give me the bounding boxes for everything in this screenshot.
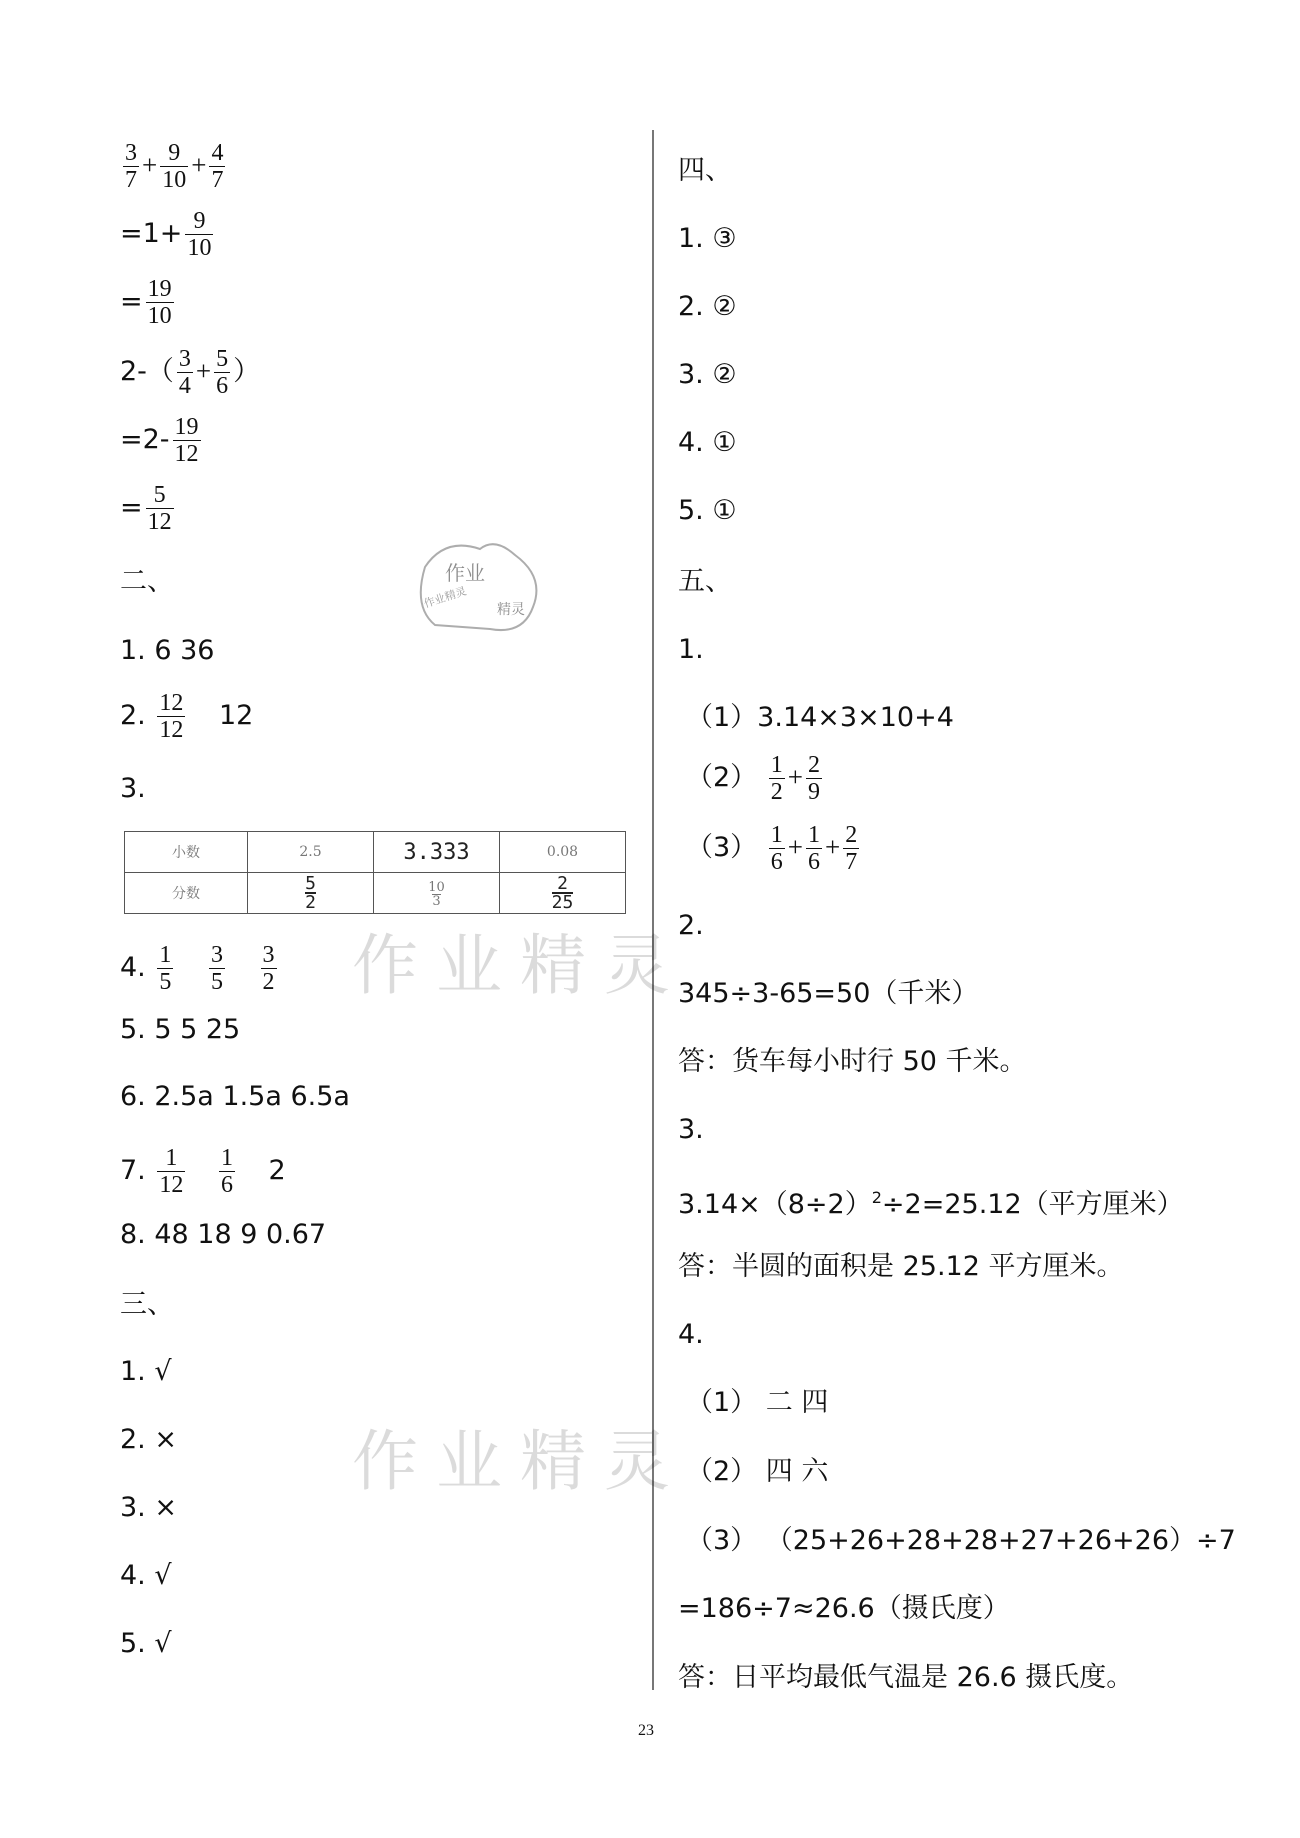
table-row <box>125 832 626 873</box>
fraction: $\frac{1}{6}$ <box>808 822 821 875</box>
s4-q1: 1. ③ <box>678 223 737 254</box>
s2-q4: 4. $\frac{1}{5}$ $\frac{3}{5}$ $\frac{3}{2}$ <box>120 942 275 995</box>
fraction: $\frac{3}{2}$ <box>262 942 275 995</box>
fraction: $\frac{3}{4}$ <box>178 346 191 399</box>
exponent: 2 <box>871 1188 882 1207</box>
fraction: $\frac{1}{5}$ <box>159 942 172 995</box>
s2-q6: 6. 2.5a 1.5a 6.5a <box>120 1081 350 1112</box>
s5-q4-part3: （3） （25+26+28+28+27+26+26）÷7 <box>686 1525 1236 1556</box>
fraction: $\frac{9}{10}$ <box>162 140 187 193</box>
stamp-subtitle: 精灵 <box>497 602 525 618</box>
s5-q1-part2: （2） $\frac{1}{2}$ + $\frac{2}{9}$ <box>686 752 821 805</box>
calc2-line1: 2-（ $\frac{3}{4}$ + $\frac{5}{6}$ ） <box>120 346 261 399</box>
s3-q3: 3. × <box>120 1492 177 1523</box>
s5-q4-answer: 答：日平均最低气温是 26.6 摄氏度。 <box>678 1662 1134 1693</box>
s5-q4-calc: =186÷7≈26.6（摄氏度） <box>678 1593 1010 1624</box>
cell-decimal-3: 0.08 <box>500 832 626 873</box>
fraction: $\frac{19}{10}$ <box>147 276 172 329</box>
row-label-fraction: 分数 <box>125 873 248 914</box>
watermark-stamp-logo <box>405 537 545 637</box>
fraction: $\frac{3}{5}$ <box>210 942 223 995</box>
s2-q5: 5. 5 5 25 <box>120 1014 241 1045</box>
fraction: $\frac{5}{12}$ <box>147 482 172 535</box>
handwritten-fraction: $\frac{2}{25}$ <box>551 873 574 913</box>
s5-q1-part1: （1）3.14×3×10+4 <box>686 702 954 733</box>
s2-q1: 1. 6 36 <box>120 635 215 666</box>
calc2-line2: =2- $\frac{19}{12}$ <box>120 414 199 467</box>
cell-decimal-2: 3.333 <box>374 832 500 873</box>
stamp-outline-icon <box>405 537 545 637</box>
fraction: $\frac{9}{10}$ <box>187 208 212 261</box>
conversion-table-grid <box>124 831 626 914</box>
calc1-line1: $\frac{3}{7}$ + $\frac{9}{10}$ + $\frac{4}{7}$ <box>125 140 224 193</box>
fraction: $\frac{1}{6}$ <box>220 1145 233 1198</box>
s4-q4: 4. ① <box>678 427 737 458</box>
s4-q2: 2. ② <box>678 291 737 322</box>
conversion-table <box>124 831 626 914</box>
s3-q2: 2. × <box>120 1424 177 1455</box>
table-row <box>125 873 626 914</box>
s5-q3: 3. <box>678 1114 704 1145</box>
handwritten-fraction: $\frac{5}{2}$ <box>305 873 316 913</box>
s2-q2: 2. $\frac{12}{12}$ 12 <box>120 690 254 743</box>
calc2-line3: = $\frac{5}{12}$ <box>120 482 172 535</box>
s4-q3: 3. ② <box>678 359 737 390</box>
fraction: $\frac{1}{12}$ <box>159 1145 184 1198</box>
printed-fraction: $\frac{10}{3}$ <box>428 879 445 909</box>
section-2-heading: 二、 <box>120 566 174 597</box>
calc1-line3: = $\frac{19}{10}$ <box>120 276 172 329</box>
fraction: $\frac{5}{6}$ <box>216 346 229 399</box>
page-number: 23 <box>638 1722 654 1739</box>
s5-q2-calc: 345÷3-65=50（千米） <box>678 978 979 1009</box>
fraction: $\frac{4}{7}$ <box>211 140 224 193</box>
stamp-caption: 作业精灵 <box>422 584 469 611</box>
cell-fraction-2 <box>374 873 500 914</box>
s2-q7: 7. $\frac{1}{12}$ $\frac{1}{6}$ 2 <box>120 1145 286 1198</box>
cell-fraction-3 <box>500 873 626 914</box>
s2-q3: 3. <box>120 773 146 804</box>
s5-q4-part1: （1） 二 四 <box>686 1387 829 1418</box>
s3-q5: 5. √ <box>120 1628 172 1659</box>
row-label-decimal: 小数 <box>125 832 248 873</box>
s5-q3-answer: 答：半圆的面积是 25.12 平方厘米。 <box>678 1251 1124 1282</box>
cell-decimal-1: 2.5 <box>248 832 374 873</box>
fraction: $\frac{19}{12}$ <box>174 414 199 467</box>
fraction: $\frac{2}{9}$ <box>808 752 821 805</box>
section-4-heading: 四、 <box>678 155 732 186</box>
s2-q8: 8. 48 18 9 0.67 <box>120 1219 327 1250</box>
s5-q4-part2: （2） 四 六 <box>686 1456 829 1487</box>
s5-q2-answer: 答：货车每小时行 50 千米。 <box>678 1046 1027 1077</box>
calc1-line2: =1+ $\frac{9}{10}$ <box>120 208 212 261</box>
watermark-text: 作业精灵 <box>352 1423 688 1500</box>
watermark-text: 作业精灵 <box>352 927 688 1004</box>
s4-q5: 5. ① <box>678 495 737 526</box>
s5-q1: 1. <box>678 634 704 665</box>
s3-q4: 4. √ <box>120 1560 172 1591</box>
s3-q1: 1. √ <box>120 1356 172 1387</box>
s5-q3-calc: $3.14\times(8\div 2)^2\div 2=25.12$（平方厘米） <box>678 1188 1184 1220</box>
cell-fraction-1 <box>248 873 374 914</box>
s5-q1-part3: （3） $\frac{1}{6}$ + $\frac{1}{6}$ + $\frac{2}{7}$ <box>686 822 858 875</box>
s5-q4: 4. <box>678 1319 704 1350</box>
section-5-heading: 五、 <box>678 566 732 597</box>
fraction: $\frac{2}{7}$ <box>845 822 858 875</box>
fraction: $\frac{12}{12}$ <box>159 690 184 743</box>
fraction: $\frac{1}{2}$ <box>770 752 783 805</box>
s5-q2: 2. <box>678 910 704 941</box>
fraction: $\frac{3}{7}$ <box>125 140 137 193</box>
fraction: $\frac{1}{6}$ <box>770 822 783 875</box>
section-3-heading: 三、 <box>120 1289 174 1320</box>
stamp-title: 作业 <box>445 561 485 585</box>
